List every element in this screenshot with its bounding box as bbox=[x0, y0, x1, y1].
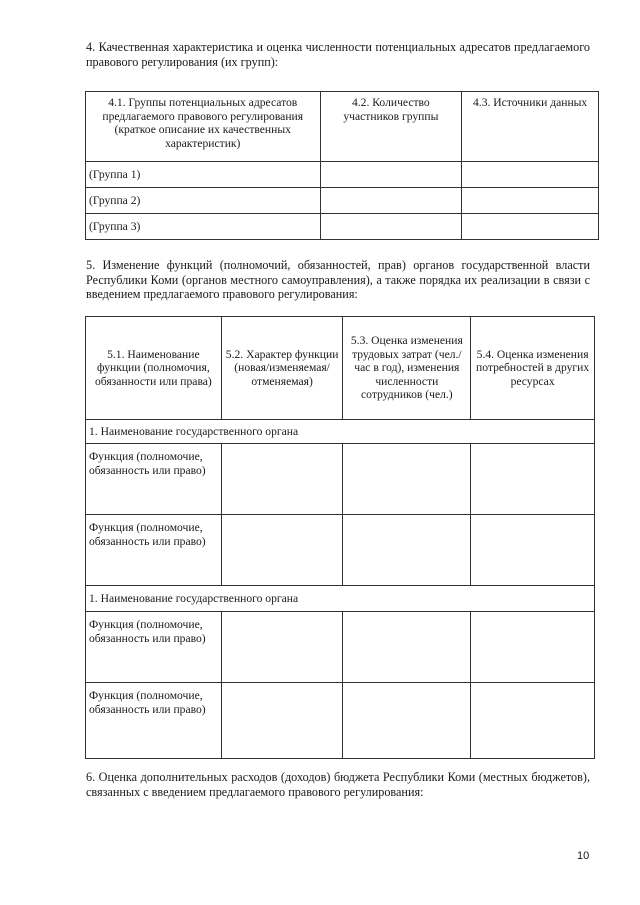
table5-function-row: Функция (полномочие, обязанность или право) bbox=[86, 444, 222, 515]
table5-header-labor: 5.3. Оценка изменения трудовых затрат (чел./час в год), изменения численности сотрудников (чел.) bbox=[343, 317, 471, 420]
table5-cell bbox=[471, 612, 595, 683]
table5-cell bbox=[471, 444, 595, 515]
page-number: 10 bbox=[577, 850, 590, 862]
table5-cell bbox=[343, 683, 471, 759]
table5-cell bbox=[221, 515, 343, 586]
table5-header-function: 5.1. Наименование функции (полномочия, обязанности или права) bbox=[86, 317, 222, 420]
table5-header-character: 5.2. Характер функции (новая/изменяемая/отменяемая) bbox=[221, 317, 343, 420]
table5-function-row: Функция (полномочие, обязанность или право) bbox=[86, 683, 222, 759]
addressee-groups-table bbox=[85, 91, 599, 240]
table5-cell bbox=[221, 683, 343, 759]
table4-header-sources: 4.3. Источники данных bbox=[462, 92, 599, 162]
table4-cell bbox=[320, 188, 462, 214]
section-5-heading: 5. Изменение функций (полномочий, обязанностей, прав) органов государственной власти Республики Коми (органов местного самоуправления), а также порядка их реализации в связи с введением предлагаемого правового регулирования: bbox=[86, 258, 590, 301]
table4-row-group-3: (Группа 3) bbox=[86, 214, 321, 240]
table4-row-group-2: (Группа 2) bbox=[86, 188, 321, 214]
table5-cell bbox=[343, 515, 471, 586]
table4-header-groups: 4.1. Группы потенциальных адресатов предлагаемого правового регулирования (краткое описание их качественных характеристик) bbox=[86, 92, 321, 162]
table5-organ-row: 1. Наименование государственного органа bbox=[86, 586, 595, 612]
table5-cell bbox=[471, 683, 595, 759]
functions-table bbox=[85, 316, 595, 759]
table5-function-row: Функция (полномочие, обязанность или право) bbox=[86, 612, 222, 683]
table5-cell bbox=[343, 444, 471, 515]
table4-cell bbox=[320, 162, 462, 188]
table5-cell bbox=[343, 612, 471, 683]
table5-function-row: Функция (полномочие, обязанность или право) bbox=[86, 515, 222, 586]
table4-row-group-1: (Группа 1) bbox=[86, 162, 321, 188]
table4-cell bbox=[462, 214, 599, 240]
table5-cell bbox=[471, 515, 595, 586]
table5-cell bbox=[221, 444, 343, 515]
table4-cell bbox=[462, 188, 599, 214]
section-6-heading: 6. Оценка дополнительных расходов (доходов) бюджета Республики Коми (местных бюджетов), связанных с введением предлагаемого правового регулирования: bbox=[86, 770, 590, 799]
table4-cell bbox=[320, 214, 462, 240]
table4-header-count: 4.2. Количество участников группы bbox=[320, 92, 462, 162]
table5-header-resources: 5.4. Оценка изменения потребностей в других ресурсах bbox=[471, 317, 595, 420]
table4-cell bbox=[462, 162, 599, 188]
section-4-heading: 4. Качественная характеристика и оценка численности потенциальных адресатов предлагаемого правового регулирования (их групп): bbox=[86, 40, 590, 69]
table5-cell bbox=[221, 612, 343, 683]
table5-organ-row: 1. Наименование государственного органа bbox=[86, 420, 595, 444]
